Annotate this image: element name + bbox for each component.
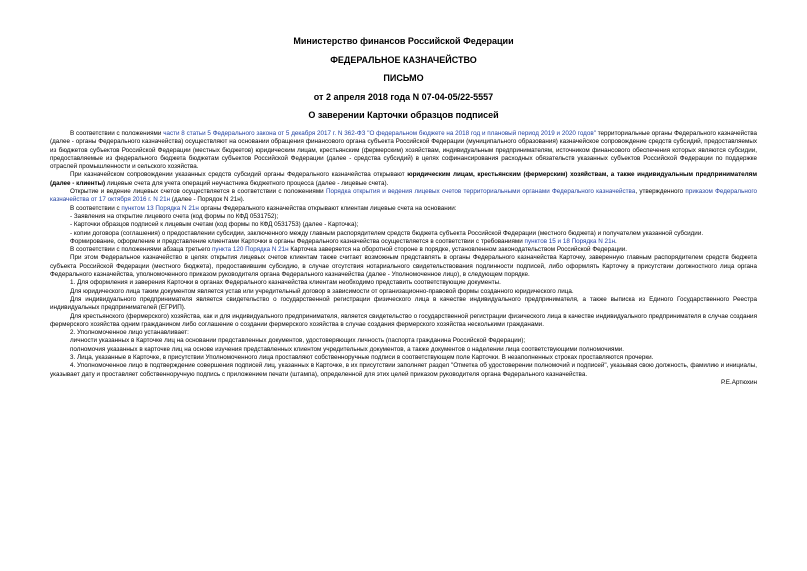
accounts-procedure-link[interactable]: Порядка открытия и ведения лицевых счетов территориальными органами Федерального казначейства: [325, 188, 636, 196]
paragraph-4: В соответствии с пунктом 13 Порядка N 21н органы Федерального казначейства открывают клиентам лицевые счета на основании:: [70, 204, 457, 212]
law-362-fz-link[interactable]: части 8 статьи 5 Федерального закона от 5 декабря 2017 г. N 362-ФЗ "О федеральном бюджете на 2018 год и плановый период 2019 и 2020 годов": [163, 130, 596, 137]
paragraph-8: Формирование, оформление и представление клиентами Карточки в органы Федерального казначейства осуществляется в соответствии с требованиями пунктов 15 и 18 Порядка N 21н.: [70, 237, 617, 245]
paragraph-11: 1. Для оформления и заверения Карточки в органах Федерального казначейства клиентам необходимо представить соответствующие документы.: [70, 279, 501, 287]
paragraph-15: 2. Уполномоченное лицо устанавливает:: [70, 329, 189, 337]
paragraph-13: Для индивидуального предпринимателя является свидетельство о государственной регистрации физического лица в качестве индивидуального предпринимателя, а также выписка из Единого Государственного Реестра индивидуальных предпринимателей (ЕГРИП).: [50, 295, 757, 312]
paragraph-3: Открытие и ведение лицевых счетов осуществляется в соответствии с положениями Порядка открытия и ведения лицевых счетов территориальными органами Федерального казначейства, утвержденного приказом Федерального казначейства от 17 октября 2016 г. N 21н (далее - Порядок N 21н).: [50, 188, 757, 204]
agency-heading: ФЕДЕРАЛЬНОЕ КАЗНАЧЕЙСТВО: [330, 54, 477, 65]
paragraph-1: В соответствии с положениями части 8 статьи 5 Федерального закона от 5 декабря 2017 г. N 362-ФЗ "О федеральном бюджете на 2018 год и плановый период 2019 и 2020 годов" территориальные органы Федерального казначейства (далее - органы Федерального казначейства) осуществляют на основании обращения финансового органа субъекта Российской Федерации (муниципального образования) казначейское сопровождение средств субсидий, предоставляемых из бюджетов субъектов Российской Федерации (местных бюджетов) юридическим лицам, крестьянским (фермерским) хозяйствам, индивидуальным предпринимателям, источником финансового обеспечения которых являются субсидии, предоставляемые из федерального бюджета бюджетам субъектов Российской Федерации (далее - средства субсидий) в целях софинансирования расходных обязательств указанных субъектов Российской Федерации по поддержке отраслей промышленности и сельского хозяйства.: [50, 130, 757, 171]
doc-type-heading: ПИСЬМО: [383, 73, 424, 83]
paragraph-14: Для крестьянского (фермерского) хозяйства, как и для индивидуального предпринимателя, является свидетельство о государственной регистрации физического лица в качестве индивидуального предпринимателя в случае создания фермерского хозяйства одним гражданином либо соглашение о создании фермерского хозяйства в случае создания фермерского хозяйства несколькими гражданами.: [50, 312, 757, 328]
clauses-15-18-link[interactable]: пунктов 15 и 18 Порядка N 21н: [524, 237, 616, 245]
paragraph-16: личности указанных в Карточке лиц на основании представленных документов, удостоверяющих личность (паспорта гражданина Российской Федерации);: [70, 337, 526, 345]
clients-definition: юридическим лицам, крестьянским (фермерским) хозяйствам, а также индивидуальным предпринимателям (далее - клиенты): [50, 171, 757, 187]
paragraph-17: полномочия указанных в карточке лиц на основе изучения представленных клиентом учредительных документов, а также документов о наделении лица соответствующими полномочиями.: [70, 345, 625, 353]
subject-heading: О заверении Карточки образцов подписей: [308, 110, 499, 120]
date-number-heading: от 2 апреля 2018 года N 07-04-05/22-5557: [313, 91, 494, 102]
paragraph-19: 4. Уполномоченное лицо в подтверждение совершения подписей лиц, указанных в Карточке, в их присутствии заполняет раздел "Отметка об удостоверении полномочий и подписей", указывая свою должность, фамилию и инициалы, указывает дату и проставляет собственноручную подпись с приложением печати (штампа), определенной для этих целей приказом руководителя органа Федерального казначейства.: [50, 362, 757, 378]
clause-13-link[interactable]: пунктом 13 Порядка N 21н: [121, 204, 199, 212]
paragraph-10: При этом Федеральное казначейство в целях открытия лицевых счетов клиентам также считает возможным представлять в органы Федерального казначейства Карточку, заверенную главным распорядителем средств бюджета субъекта Российской Федерации (местного бюджета), предоставившим субсидию, в случае отсутствия нотариального свидетельствования подлинности подписей, либо оформлять Карточку в присутствии должностного лица органа Федерального казначейства, уполномоченного приказом руководителя органа Федерального казначейства (далее - Уполномоченное лицо), в следующем порядке.: [50, 254, 757, 279]
list-item-signature-card: - Карточки образцов подписей к лицевым счетам (код формы по КФД 0531753) (далее - Карточка);: [70, 221, 359, 229]
paragraph-12: Для юридического лица таким документом является устав или учредительный договор в зависимости от организационно-правовой формы созданного юридического лица.: [70, 287, 574, 295]
list-item-application: - Заявления на открытие лицевого счета (код формы по КФД 0531752);: [70, 212, 279, 220]
paragraph-9: В соответствии с положениями абзаца третьего пункта 120 Порядка N 21н Карточка заверяется на оборотной стороне в порядке, установленном законодательством Российской Федерации.: [70, 246, 628, 254]
signature: Р.Е.Артюхин: [721, 378, 757, 386]
paragraph-18: 3. Лица, указанные в Карточке, в присутствии Уполномоченного лица проставляют собственноручные подписи в соответствующем поле Карточки. В незаполненных строках проставляются прочерки.: [70, 354, 654, 362]
ministry-heading: Министерство финансов Российской Федерации: [293, 36, 514, 46]
order-21n-link[interactable]: приказом Федерального казначейства от 17 октября 2016 г. N 21н: [50, 188, 757, 204]
list-item-agreement-copy: - копии договора (соглашения) о предоставлении субсидии, заключенного между главным распорядителем средств бюджета субъекта Российской Федерации (местного бюджета) и получателем указанной субсидии.: [70, 229, 704, 237]
clause-120-link[interactable]: пункта 120 Порядка N 21н: [212, 246, 289, 254]
paragraph-2: При казначейском сопровождении указанных средств субсидий органы Федерального казначейства открывают юридическим лицам, крестьянским (фермерским) хозяйствам, а также индивидуальным предпринимателям (далее - клиенты) лицевые счета для учета операций неучастника бюджетного процесса (далее - лицевые счета).: [50, 171, 757, 187]
document-body: [50, 130, 757, 387]
